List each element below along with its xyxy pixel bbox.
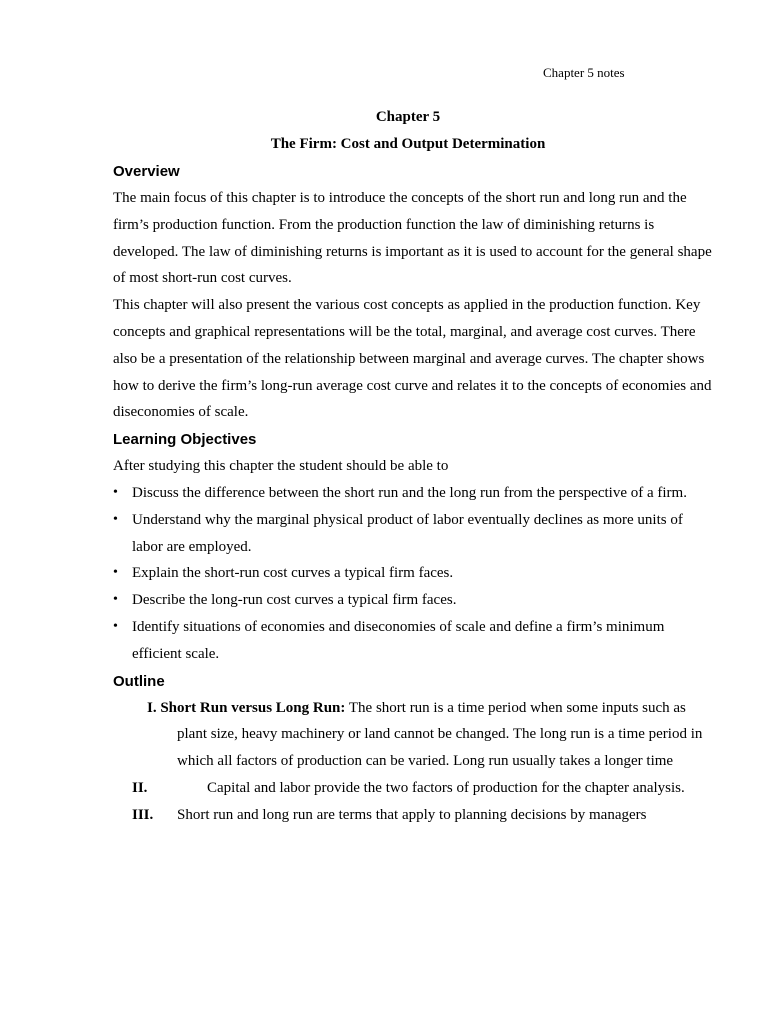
running-header: Chapter 5 notes xyxy=(543,65,625,80)
objective-text: Understand why the marginal physical product of labor eventually declines as more units of labor are employed. xyxy=(132,511,683,555)
outline-item-3 xyxy=(113,802,713,829)
objective-text: Identify situations of economies and diseconomies of scale and define a firm’s minimum efficient scale. xyxy=(132,618,665,662)
bullet-icon: • xyxy=(113,484,118,500)
chapter-subtitle: The Firm: Cost and Output Determination xyxy=(270,136,546,152)
bullet-icon: • xyxy=(113,565,118,581)
objectives-list xyxy=(113,480,713,668)
outline-number: I. xyxy=(147,699,157,716)
objective-item xyxy=(113,480,713,507)
bullet-icon: • xyxy=(113,511,118,527)
outline-text: Capital and labor provide the two factors of production for the chapter analysis. xyxy=(207,779,685,796)
bullet-icon: • xyxy=(113,618,118,634)
objective-item xyxy=(113,587,713,614)
objective-text: Explain the short-run cost curves a typical firm faces. xyxy=(132,565,454,582)
outline-number: III. xyxy=(132,806,154,823)
bullet-icon: • xyxy=(113,592,118,608)
chapter-title: Chapter 5 xyxy=(375,109,441,125)
outline-text: Short run and long run are terms that apply to planning decisions by managers xyxy=(177,806,647,823)
overview-heading: Overview xyxy=(113,163,180,180)
overview-paragraph-2: This chapter will also present the various cost concepts as applied in the production function. Key concepts and graphical representations will be the total, marginal, and average cost curves. There also be a presentation of the relationship between marginal and average curves. The chapter shows how to derive the firm’s long-run average cost curve and relates it to the concepts of economies and diseconomies of scale. xyxy=(113,297,712,421)
objective-item xyxy=(113,507,713,561)
learning-objectives-heading: Learning Objectives xyxy=(113,431,257,449)
objective-item xyxy=(113,560,713,587)
outline-text: The short run is a time period when some inputs such as plant size, heavy machinery or land cannot be changed. The long run is a time period in which all factors of production can be varied. Long run usually takes a longer time xyxy=(177,699,703,770)
objectives-intro: After studying this chapter the student should be able to xyxy=(113,458,449,475)
outline-lead: Short Run versus Long Run: xyxy=(160,699,346,716)
outline-item-2 xyxy=(113,775,713,802)
outline-heading: Outline xyxy=(113,672,165,690)
objective-text: Describe the long-run cost curves a typical firm faces. xyxy=(132,592,457,609)
overview-paragraph-1: The main focus of this chapter is to introduce the concepts of the short run and long run and the firm’s production function. From the production function the law of diminishing returns is developed. The law of diminishing returns is important as it is used to account for the general shape of most short-run cost curves. xyxy=(113,190,712,287)
document-body xyxy=(113,104,713,829)
outline-number: II. xyxy=(132,779,148,796)
objective-text: Discuss the difference between the short run and the long run from the perspective of a firm. xyxy=(132,484,687,501)
objective-item xyxy=(113,614,713,668)
outline-item-1 xyxy=(113,695,713,775)
